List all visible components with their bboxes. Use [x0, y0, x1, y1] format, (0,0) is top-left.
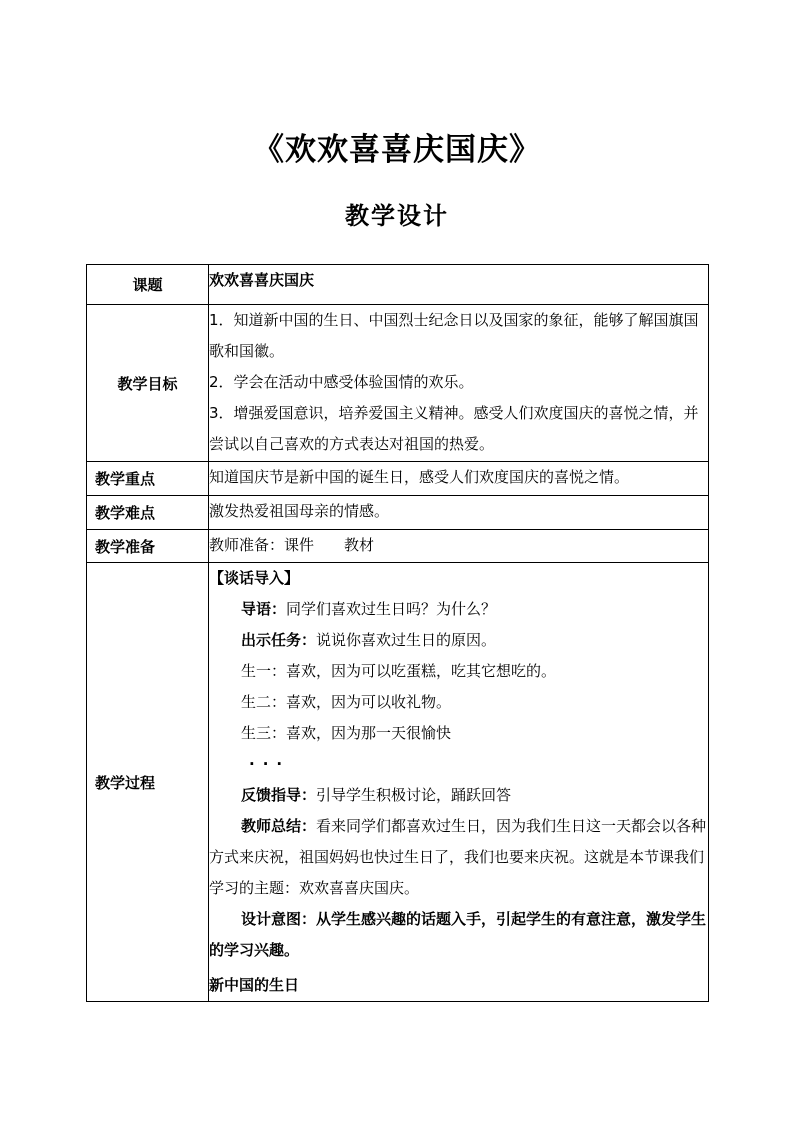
goal-item: 2．学会在活动中感受体验国情的欢乐。 — [209, 373, 474, 391]
goal-item: 1．知道新中国的生日、中国烈士纪念日以及国家的象征，能够了解国旗国歌和国徽。 — [209, 311, 699, 360]
goals-label: 教学目标 — [87, 305, 209, 462]
guide-line — [209, 594, 708, 625]
goals-content — [209, 305, 709, 462]
topic-value: 欢欢喜喜庆国庆 — [209, 265, 709, 305]
preparation-label: 教学准备 — [87, 530, 209, 563]
student-answer: 生二：喜欢，因为可以收礼物。 — [241, 693, 452, 711]
key-point-label: 教学重点 — [87, 462, 209, 496]
next-section-heading: 新中国的生日 — [209, 976, 300, 994]
table-row-key-point — [87, 462, 709, 496]
task-line — [209, 625, 708, 656]
guide-label: 导语： — [241, 600, 287, 618]
process-label: 教学过程 — [87, 563, 209, 1002]
summary-label: 教师总结： — [241, 817, 317, 835]
preparation-value: 教师准备：课件 教材 — [209, 530, 709, 563]
document-subtitle: 教学设计 — [345, 201, 449, 230]
table-row-difficulty — [87, 496, 709, 530]
guide-text: 同学们喜欢过生日吗？为什么？ — [286, 600, 497, 618]
student-answer: 生三：喜欢，因为那一天很愉快 — [241, 724, 452, 742]
ellipsis-dots: ··· — [249, 755, 291, 773]
process-content — [209, 563, 709, 1002]
document-title: 《欢欢喜喜庆国庆》 — [253, 132, 541, 168]
design-intent: 设计意图：从学生感兴趣的话题入手，引起学生的有意注意，激发学生的学习兴趣。 — [209, 910, 707, 959]
summary-text: 看来同学们都喜欢过生日，因为我们生日这一天都会以各种方式来庆祝，祖国妈妈也快过生日了，我们也要来庆祝。这就是本节课我们学习的主题：欢欢喜喜庆国庆。 — [209, 817, 707, 897]
feedback-text: 引导学生积极讨论，踊跃回答 — [316, 786, 512, 804]
difficulty-value: 激发热爱祖国母亲的情感。 — [209, 496, 709, 530]
summary-paragraph — [209, 811, 708, 904]
difficulty-label: 教学难点 — [87, 496, 209, 530]
task-text: 说说你喜欢过生日的原因。 — [316, 631, 497, 649]
goal-item: 3．增强爱国意识，培养爱国主义精神。感受人们欢度国庆的喜悦之情，并尝试以自己喜欢的方式表达对祖国的热爱。 — [209, 404, 699, 453]
table-row-process — [87, 563, 709, 1002]
feedback-label: 反馈指导： — [241, 786, 317, 804]
student-answer: 生一：喜欢，因为可以吃蛋糕，吃其它想吃的。 — [241, 662, 557, 680]
topic-label: 课题 — [87, 265, 209, 305]
task-label: 出示任务： — [241, 631, 317, 649]
table-row-goals — [87, 305, 709, 462]
feedback-line — [209, 780, 708, 811]
key-point-value: 知道国庆节是新中国的诞生日，感受人们欢度国庆的喜悦之情。 — [209, 462, 709, 496]
lesson-plan-table — [86, 264, 709, 1002]
table-row-preparation — [87, 530, 709, 563]
table-row-topic — [87, 265, 709, 305]
section-heading: 【谈话导入】 — [209, 569, 300, 587]
